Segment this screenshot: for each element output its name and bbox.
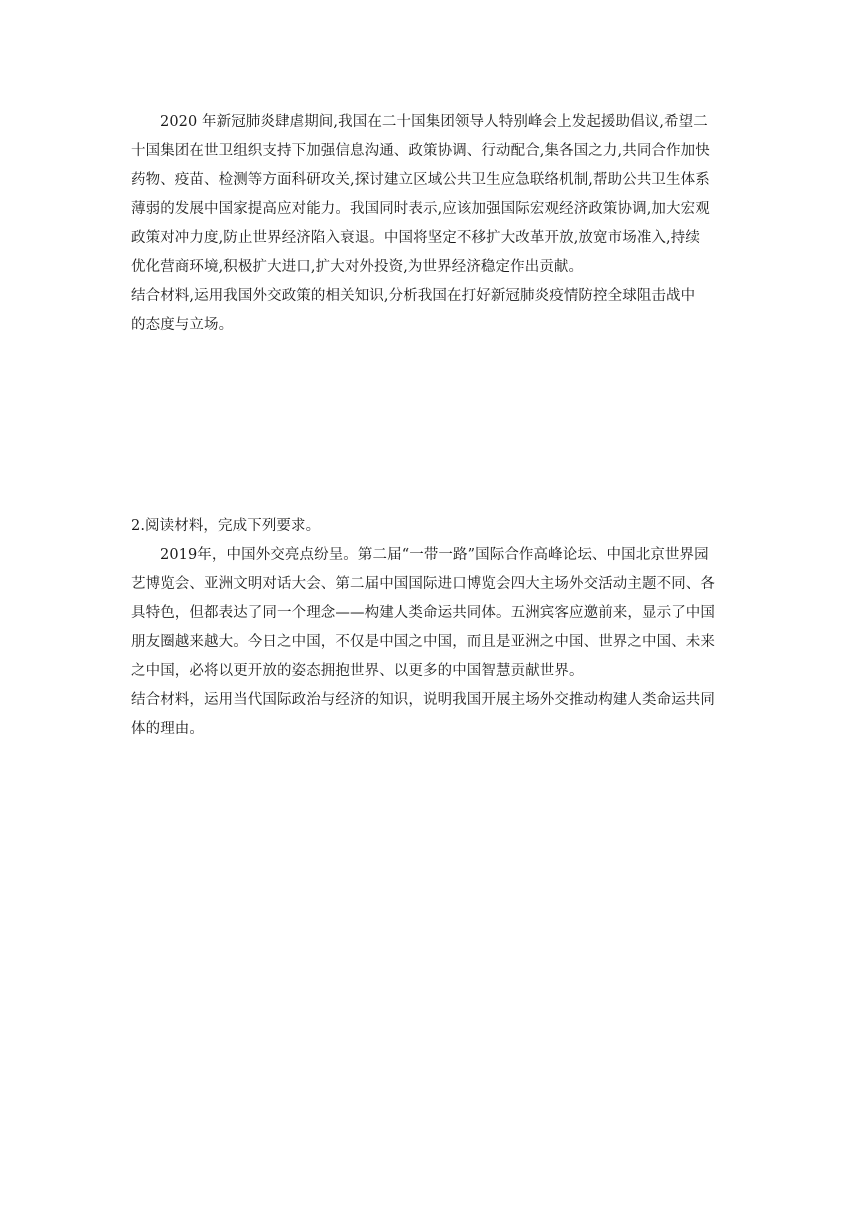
paragraph-line: 2020 年新冠肺炎肆虐期间,我国在二十国集团领导人特别峰会上发起援助倡议,希望二 [160,114,708,130]
question-prompt [131,282,731,340]
paragraph-line: 2019年，中国外交亮点纷呈。第二届“一带一路”国际合作高峰论坛、中国北京世界园 [160,547,709,563]
paragraph-line: 艺博览会、亚洲文明对话大会、第二届中国国际进口博览会四大主场外交活动主题不同、各 [131,576,715,592]
question-2-block [131,512,731,744]
prompt-line: 结合材料,运用我国外交政策的相关知识,分析我国在打好新冠肺炎疫情防控全球阻击战中 [131,288,696,304]
question-1-block [131,108,731,340]
material-paragraph [131,541,731,686]
paragraph-line: 之中国，必将以更开放的姿态拥抱世界、以更多的中国智慧贡献世界。 [131,663,584,679]
paragraph-line: 薄弱的发展中国家提高应对能力。我国同时表示,应该加强国际宏观经济政策协调,加大宏观 [131,201,710,217]
question-heading: 2.阅读材料，完成下列要求。 [131,518,321,534]
question-prompt [131,686,731,744]
paragraph-line: 十国集团在世卫组织支持下加强信息沟通、政策协调、行动配合,集各国之力,共同合作加快 [131,143,710,159]
paragraph-line: 政策对冲力度,防止世界经济陷入衰退。中国将坚定不移扩大改革开放,放宽市场准入,持续 [131,230,700,246]
material-paragraph [131,108,731,282]
paragraph-line: 朋友圈越来越大。今日之中国，不仅是中国之中国，而且是亚洲之中国、世界之中国、未来 [131,634,715,650]
prompt-line: 的态度与立场。 [131,317,234,333]
prompt-line: 结合材料，运用当代国际政治与经济的知识，说明我国开展主场外交推动构建人类命运共同 [131,692,715,708]
paragraph-line: 具特色，但都表达了同一个理念——构建人类命运共同体。五洲宾客应邀前来，显示了中国 [131,605,715,621]
prompt-line: 体的理由。 [131,721,204,737]
paragraph-line: 优化营商环境,积极扩大进口,扩大对外投资,为世界经济稳定作出贡献。 [131,259,584,275]
paragraph-line: 药物、疫苗、检测等方面科研攻关,探讨建立区域公共卫生应急联络机制,帮助公共卫生体系 [131,172,710,188]
